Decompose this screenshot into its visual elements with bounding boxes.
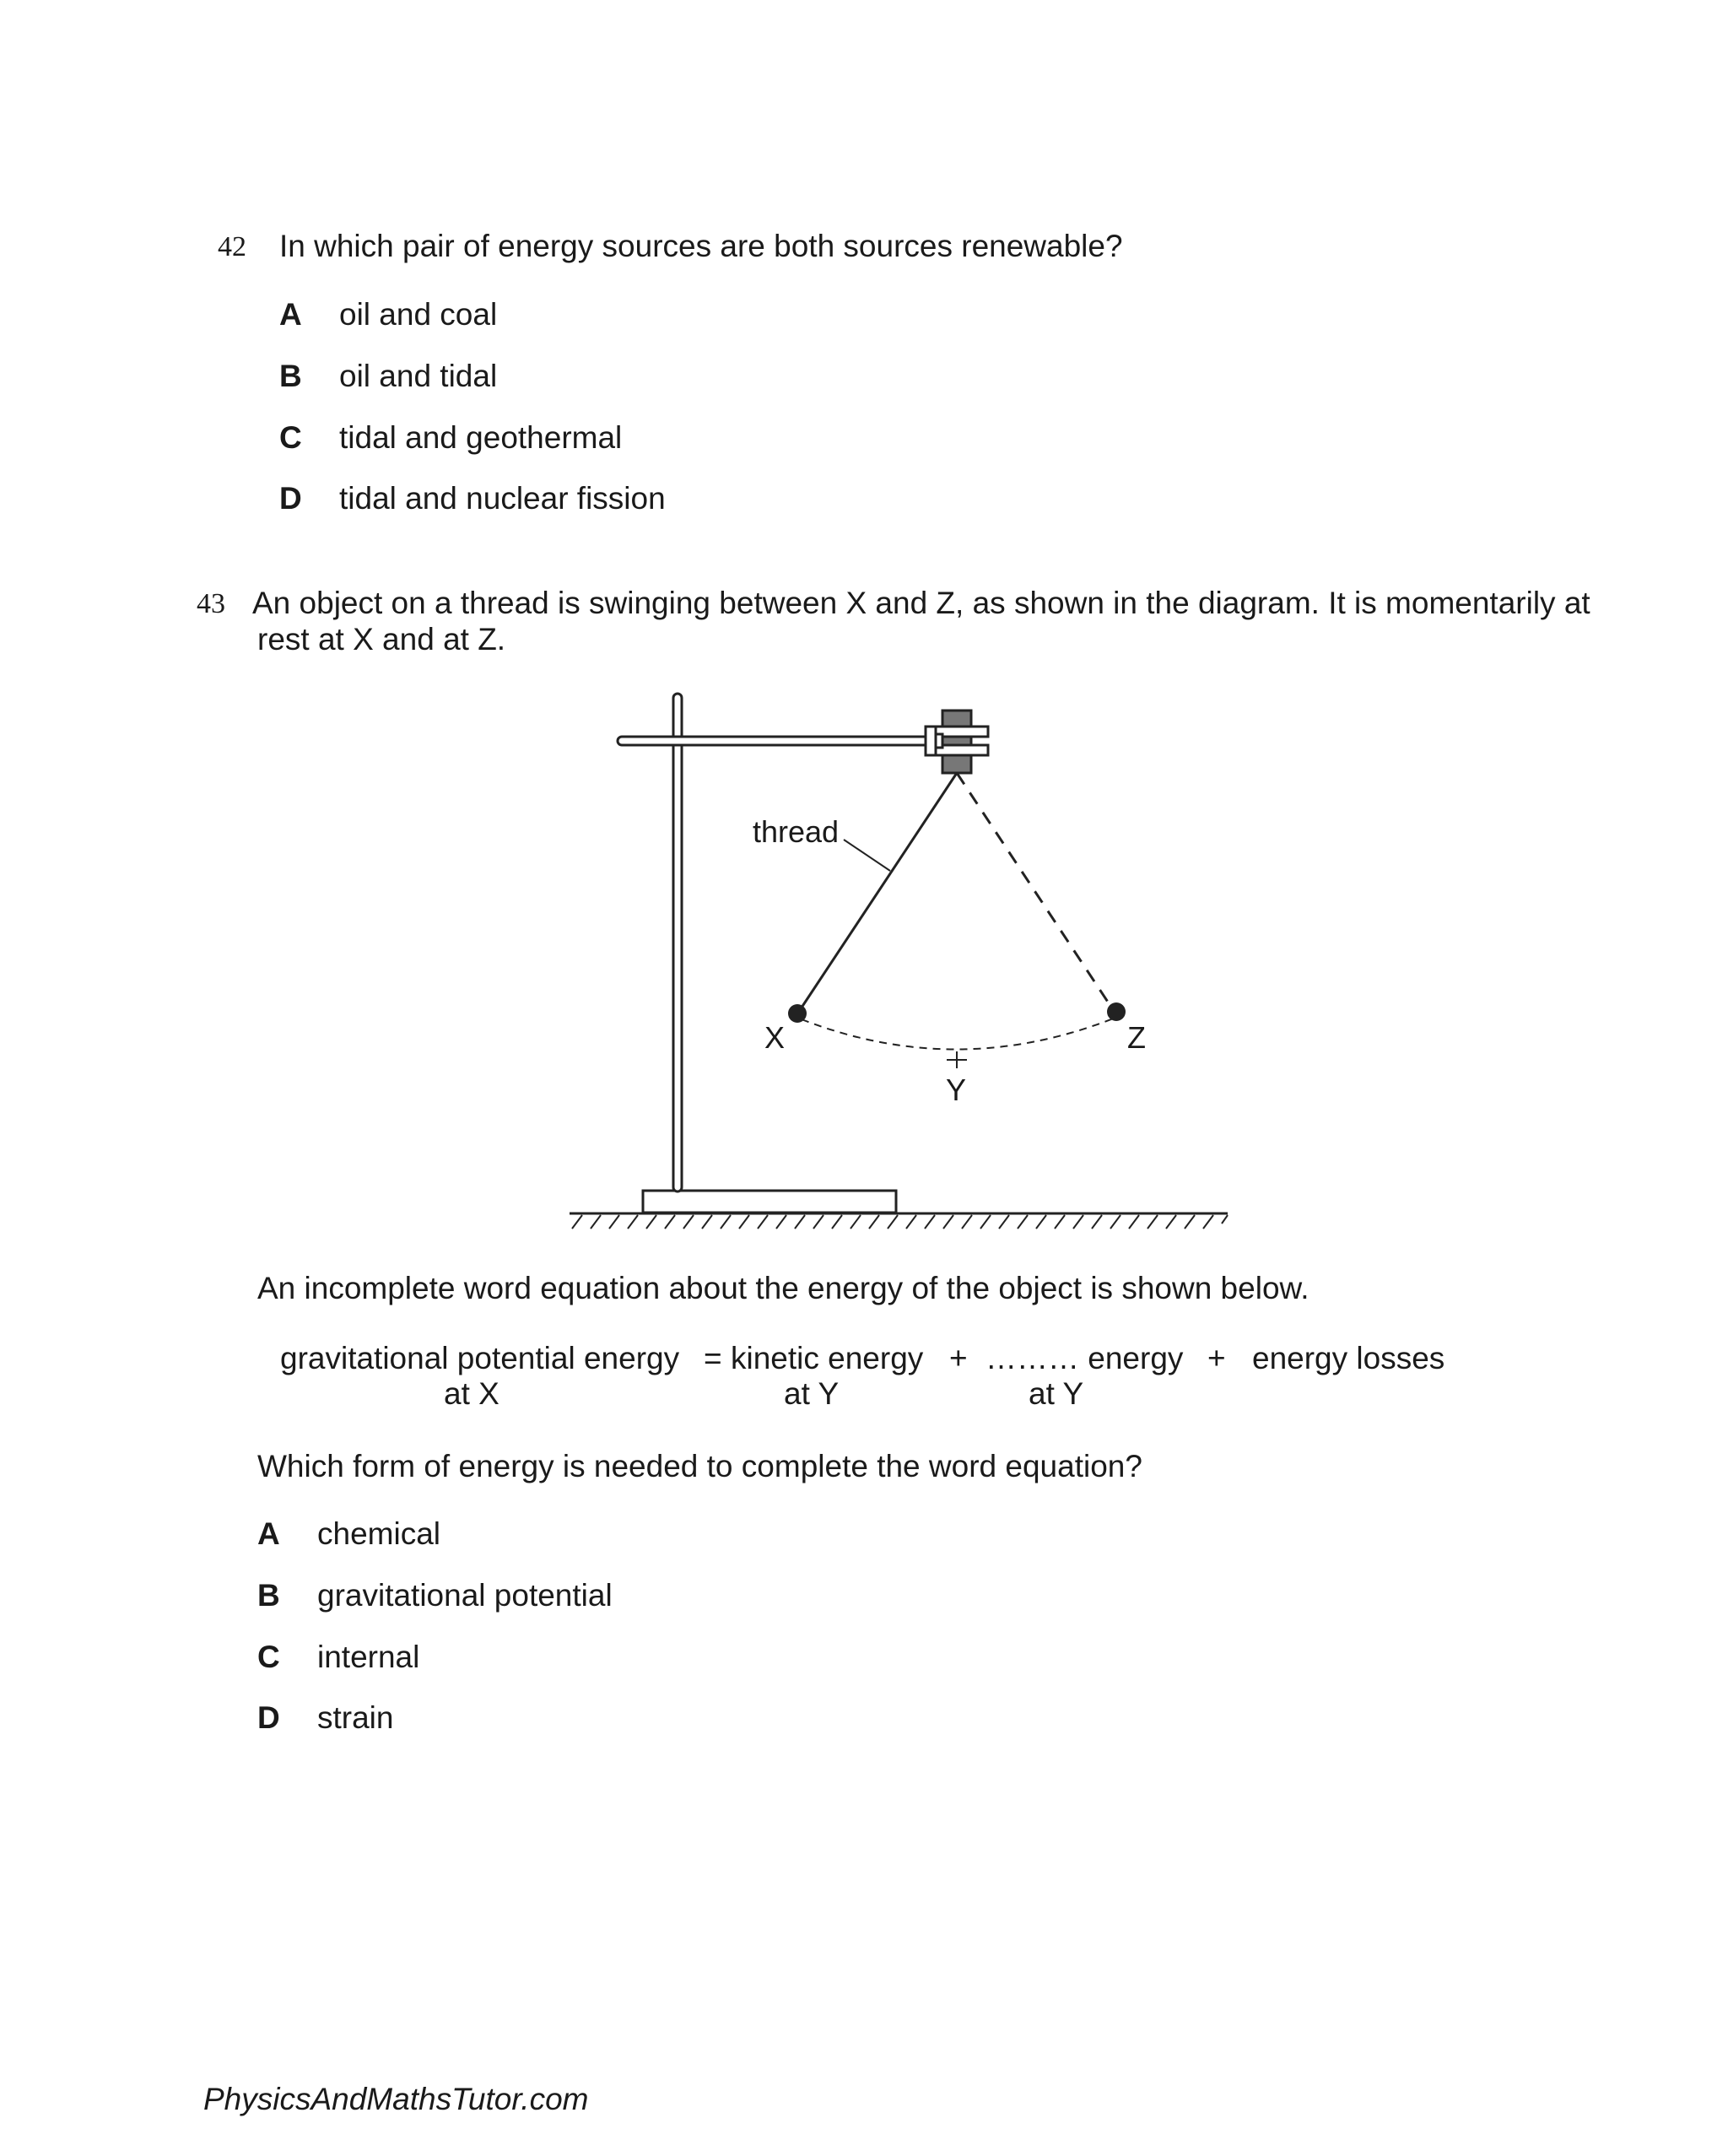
q43-option-d-letter: D xyxy=(257,1700,280,1735)
q42-option-d-text: tidal and nuclear fission xyxy=(339,481,666,516)
clamp xyxy=(926,711,988,773)
q43-number: 43 xyxy=(197,588,225,619)
q43-option-a-letter: A xyxy=(257,1516,280,1551)
equation-term2: kinetic energy xyxy=(731,1341,924,1375)
stand-rod xyxy=(673,694,682,1191)
swing-arc xyxy=(802,1018,1115,1050)
q43-option-a-text: chemical xyxy=(317,1516,440,1551)
equation-term4: energy losses xyxy=(1252,1341,1445,1375)
q43-stem-line2: rest at X and at Z. xyxy=(257,622,506,657)
equation-plus1: + xyxy=(949,1341,968,1375)
bob-at-z xyxy=(1107,1002,1126,1021)
footer-site-name: PhysicsAndMathsTutor.com xyxy=(203,2082,589,2116)
equation-term1: gravitational potential energy xyxy=(280,1341,680,1375)
equation-term3-sub: at Y xyxy=(1029,1376,1084,1411)
thread-label-leader xyxy=(844,840,890,871)
point-z-label: Z xyxy=(1127,1020,1146,1055)
q42-option-a-text: oil and coal xyxy=(339,297,498,332)
equation-equals: = xyxy=(704,1341,722,1375)
stand-arm xyxy=(618,737,938,745)
point-y-label: Y xyxy=(946,1073,967,1107)
thread-label: thread xyxy=(753,814,840,849)
equation-term1-sub: at X xyxy=(444,1376,500,1411)
q43-option-b-text: gravitational potential xyxy=(317,1578,613,1613)
equation-plus2: + xyxy=(1207,1341,1226,1375)
q42-option-a-letter: A xyxy=(279,297,302,332)
q43-option-c-text: internal xyxy=(317,1640,420,1674)
bob-at-x xyxy=(788,1004,807,1023)
stand-base xyxy=(643,1191,896,1213)
q42-stem: In which pair of energy sources are both sources renewable? xyxy=(279,229,1123,263)
q43-intro: An incomplete word equation about the energy of the object is shown below. xyxy=(257,1271,1310,1305)
point-x-label: X xyxy=(764,1020,786,1055)
q42-option-b-letter: B xyxy=(279,359,302,393)
equation-term2-sub: at Y xyxy=(784,1376,840,1411)
thread-line xyxy=(798,773,957,1013)
q42-number: 42 xyxy=(218,231,246,262)
pendulum-diagram xyxy=(557,684,1232,1240)
q43-stem-line1: An object on a thread is swinging between X and Z, as shown in the diagram. It is momentarily at xyxy=(252,586,1590,620)
q42-option-b-text: oil and tidal xyxy=(339,359,498,393)
thread-dashed-line xyxy=(957,773,1114,1011)
q42-option-c-letter: C xyxy=(279,420,302,455)
q43-option-d-text: strain xyxy=(317,1700,394,1735)
q43-option-b-letter: B xyxy=(257,1578,280,1613)
equation-term3: ……… energy xyxy=(986,1341,1184,1375)
q43-option-c-letter: C xyxy=(257,1640,280,1674)
q42-option-c-text: tidal and geothermal xyxy=(339,420,623,455)
q42-option-d-letter: D xyxy=(279,481,302,516)
ground-hatching xyxy=(572,1215,1228,1229)
q43-question: Which form of energy is needed to complete the word equation? xyxy=(257,1449,1142,1483)
